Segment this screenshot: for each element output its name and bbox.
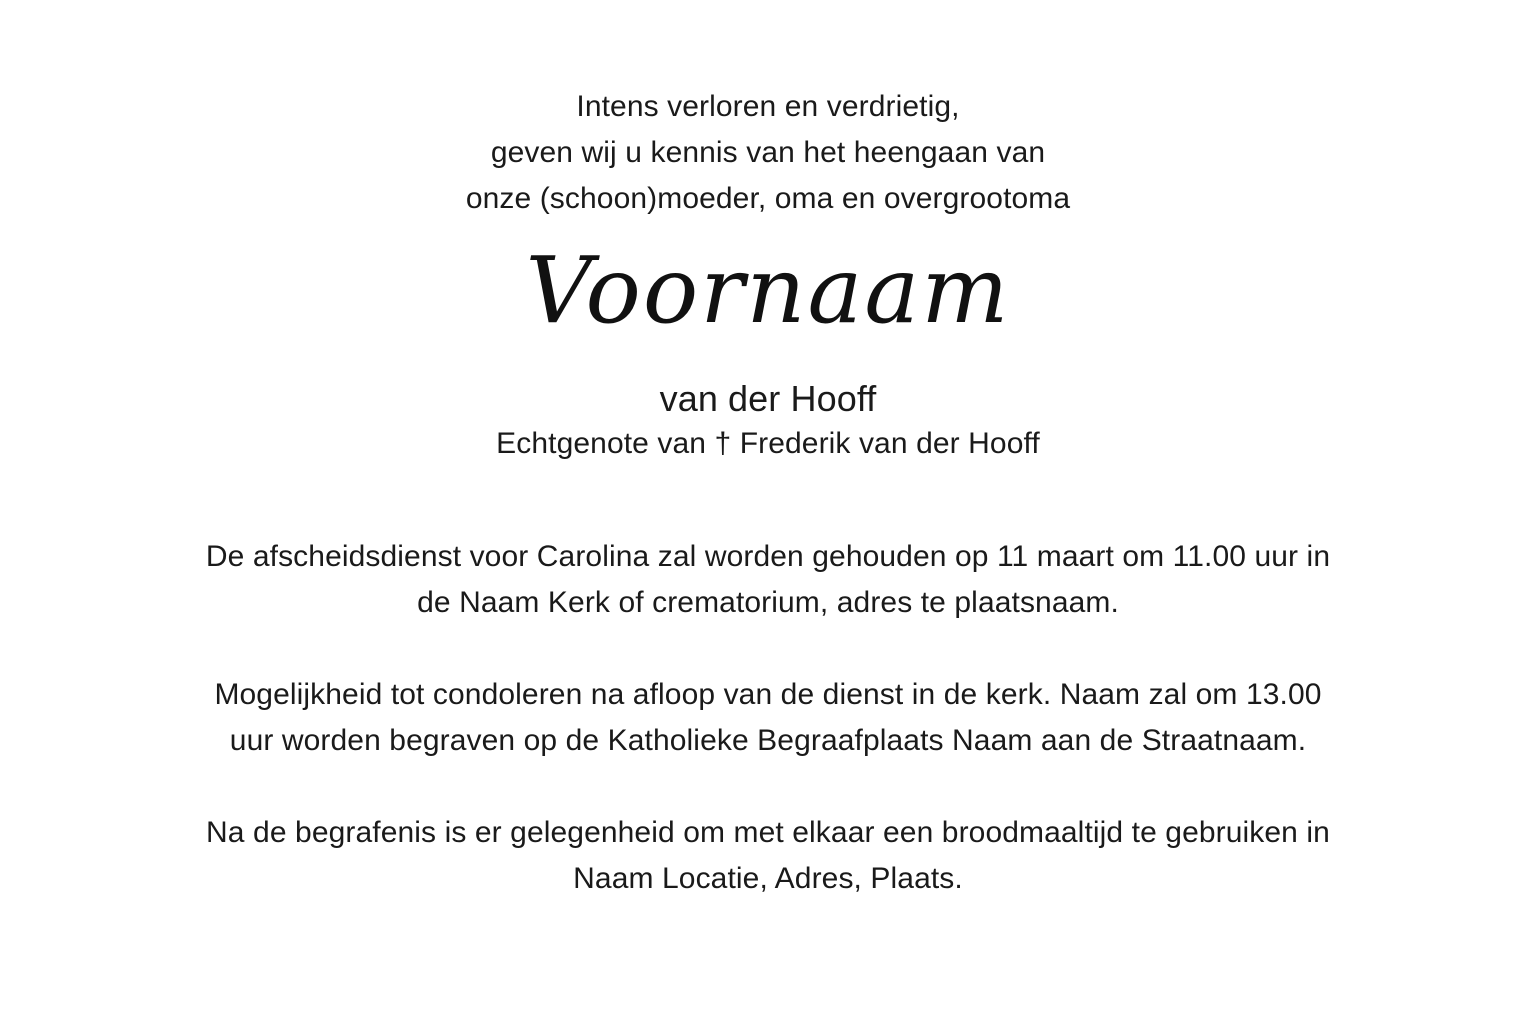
first-name: Voornaam — [525, 237, 1011, 344]
condolence-line-2: uur worden begraven op de Katholieke Begraafplaats Naam aan de Straatnaam. — [229, 724, 1307, 757]
intro-line-1: Intens verloren en verdrietig, — [576, 90, 960, 123]
spouse-line: Echtgenote van † Frederik van der Hooff — [496, 427, 1040, 460]
condolence-line-1: Mogelijkheid tot condoleren na afloop van de dienst in de kerk. Naam zal om 13.00 — [214, 678, 1322, 711]
intro-line-3: onze (schoon)moeder, oma en overgrootoma — [465, 182, 1071, 215]
reception-line-2: Naam Locatie, Adres, Plaats. — [573, 862, 963, 895]
service-line-2: de Naam Kerk of crematorium, adres te plaatsnaam. — [417, 586, 1119, 619]
reception-line-1: Na de begrafenis is er gelegenheid om met elkaar een broodmaaltijd te gebruiken in — [206, 816, 1330, 849]
intro-line-2: geven wij u kennis van het heengaan van — [490, 136, 1046, 169]
surname: van der Hooff — [659, 378, 877, 419]
service-line-1: De afscheidsdienst voor Carolina zal worden gehouden op 11 maart om 11.00 uur in — [205, 540, 1331, 573]
